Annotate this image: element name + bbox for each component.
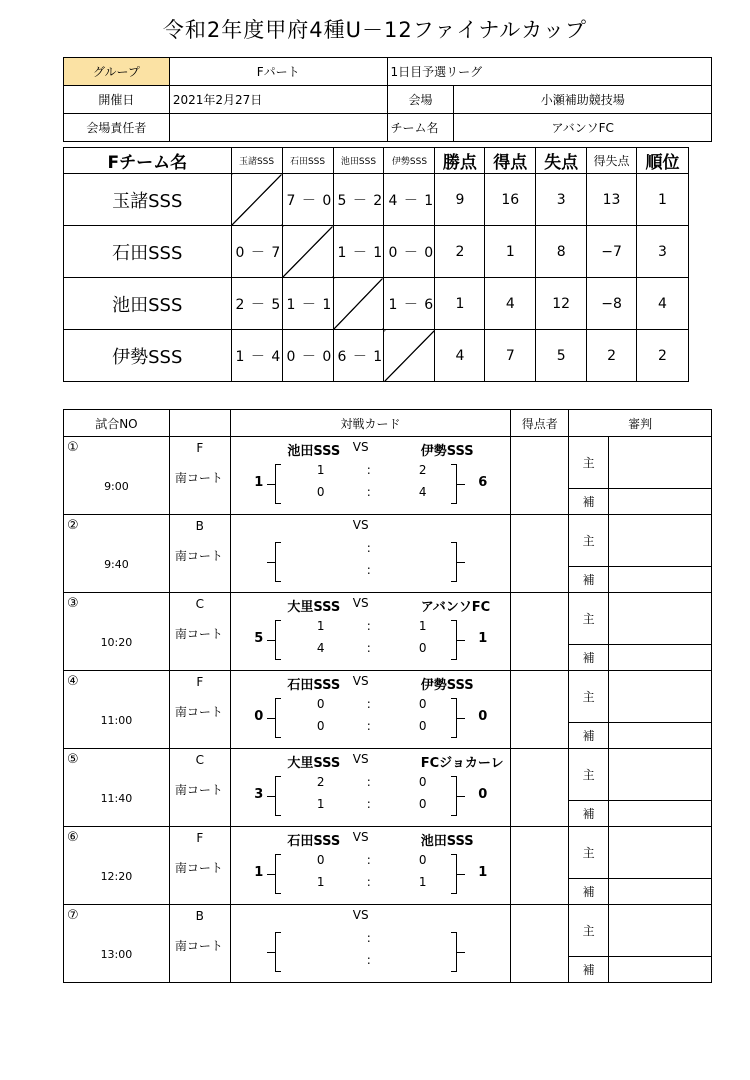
vs-label: VS (352, 908, 369, 922)
rank: 4 (636, 278, 688, 330)
main-ref-value (609, 905, 712, 957)
points: 1 (435, 278, 485, 330)
team-value: アバンソFC (454, 114, 712, 142)
home-first-half: 1 (316, 619, 325, 633)
match-no-cell (64, 437, 170, 515)
sub-ref-label: 補 (569, 879, 609, 905)
venue-value: 小瀬補助競技場 (454, 86, 712, 114)
away-connector (457, 874, 465, 875)
sub-ref-label: 補 (569, 489, 609, 515)
away-first-half: 0 (418, 853, 427, 867)
away-connector (457, 952, 465, 953)
goal-diff: 2 (587, 330, 637, 382)
match-number: ⑥ (67, 830, 79, 845)
rank: 1 (636, 174, 688, 226)
home-first-half: 2 (316, 775, 325, 789)
match-no-cell (64, 905, 170, 983)
vs-label: VS (352, 440, 369, 454)
home-second-half: 1 (316, 875, 325, 889)
team-name: 玉諸SSS (64, 174, 232, 226)
court-name: 南コート (174, 627, 223, 641)
venue-label: 会場 (387, 86, 454, 114)
match-no-cell (64, 827, 170, 905)
away-total: 6 (478, 475, 488, 490)
schedule-table (63, 409, 712, 983)
sub-ref-label: 補 (569, 801, 609, 827)
home-team: 石田SSS (287, 834, 341, 849)
header-gd: 得失点 (587, 148, 637, 174)
goals-for: 7 (485, 330, 536, 382)
score-separator: : (366, 719, 371, 733)
home-connector (267, 718, 275, 719)
home-team: 大里SSS (287, 600, 341, 615)
self-cell (231, 174, 282, 226)
main-ref-value (609, 593, 712, 645)
home-total: 0 (254, 709, 264, 724)
header-vs-4: 伊勢SSS (384, 148, 435, 174)
match-group: B (195, 519, 204, 533)
score-separator: : (366, 641, 371, 655)
main-ref-label: 主 (569, 593, 609, 645)
header-matchup: 対戦カード (230, 410, 511, 437)
away-team: 池田SSS (420, 834, 474, 849)
match-time: 11:00 (100, 714, 133, 727)
match-row (64, 515, 712, 567)
result-cell: 0 － 0 (384, 226, 435, 278)
header-ga: 失点 (536, 148, 587, 174)
standings-row (64, 330, 689, 382)
score-separator: : (366, 953, 371, 967)
group-cell (169, 437, 230, 515)
schedule-header (64, 410, 712, 437)
home-bracket (275, 620, 281, 660)
home-bracket (275, 698, 281, 738)
court-name: 南コート (174, 783, 223, 797)
away-team: FCジョカーレ (420, 756, 504, 771)
match-group: C (195, 753, 204, 767)
away-connector (457, 718, 465, 719)
main-ref-label: 主 (569, 749, 609, 801)
group-cell (169, 593, 230, 671)
match-row (64, 671, 712, 723)
away-total: 0 (478, 709, 488, 724)
scorer-cell (511, 593, 569, 671)
header-team: Fチーム名 (64, 148, 232, 174)
match-no-cell (64, 593, 170, 671)
result-cell: 1 － 1 (333, 226, 384, 278)
result-cell: 0 － 7 (231, 226, 282, 278)
matchup-cell (230, 593, 511, 671)
group-cell (169, 749, 230, 827)
match-time: 9:40 (104, 558, 129, 571)
main-ref-value (609, 515, 712, 567)
sub-ref-label: 補 (569, 723, 609, 749)
home-bracket (275, 776, 281, 816)
sub-ref-value (609, 489, 712, 515)
home-bracket (275, 854, 281, 894)
home-bracket (275, 464, 281, 504)
header-vs-1: 玉諸SSS (231, 148, 282, 174)
points: 2 (435, 226, 485, 278)
result-cell: 0 － 0 (282, 330, 333, 382)
sub-ref-label: 補 (569, 957, 609, 983)
score-separator: : (366, 541, 371, 555)
home-connector (267, 484, 275, 485)
main-ref-value (609, 671, 712, 723)
score-separator: : (366, 797, 371, 811)
group-label: グループ (64, 58, 170, 86)
match-time: 10:20 (100, 636, 133, 649)
goals-against: 12 (536, 278, 587, 330)
main-ref-value (609, 749, 712, 801)
match-number: ② (67, 518, 79, 533)
score-separator: : (366, 485, 371, 499)
result-cell: 7 － 0 (282, 174, 333, 226)
away-second-half: 0 (418, 797, 427, 811)
result-cell: 1 － 4 (231, 330, 282, 382)
team-name: 池田SSS (64, 278, 232, 330)
court-name: 南コート (174, 861, 223, 875)
result-cell: 5 － 2 (333, 174, 384, 226)
goals-against: 5 (536, 330, 587, 382)
away-second-half: 0 (418, 641, 427, 655)
home-second-half: 0 (316, 719, 325, 733)
goal-diff: 13 (587, 174, 637, 226)
manager-label: 会場責任者 (64, 114, 170, 142)
group-cell (169, 671, 230, 749)
info-table (63, 57, 712, 142)
page-title: 令和2年度甲府4種U－12ファイナルカップ (162, 18, 588, 42)
standings-row (64, 174, 689, 226)
self-cell (333, 278, 384, 330)
score-separator: : (366, 853, 371, 867)
score-separator: : (366, 619, 371, 633)
home-total: 3 (254, 787, 264, 802)
home-connector (267, 640, 275, 641)
header-match-no: 試合NO (64, 410, 170, 437)
home-connector (267, 952, 275, 953)
standings-row (64, 278, 689, 330)
day-label: 1日目予選リーグ (387, 58, 712, 86)
match-no-cell (64, 749, 170, 827)
home-second-half: 0 (316, 485, 325, 499)
away-total: 1 (478, 865, 488, 880)
court-name: 南コート (174, 549, 223, 563)
away-first-half: 0 (418, 775, 427, 789)
match-row (64, 827, 712, 879)
sub-ref-label: 補 (569, 567, 609, 593)
home-first-half: 1 (316, 463, 325, 477)
main-ref-label: 主 (569, 671, 609, 723)
score-separator: : (366, 697, 371, 711)
match-number: ④ (67, 674, 79, 689)
match-row (64, 905, 712, 957)
away-first-half: 2 (418, 463, 427, 477)
away-second-half: 1 (418, 875, 427, 889)
rank: 3 (636, 226, 688, 278)
vs-label: VS (352, 674, 369, 688)
home-total: 1 (254, 865, 264, 880)
sub-ref-value (609, 957, 712, 983)
away-team: アバンソFC (420, 600, 491, 615)
match-group: F (196, 675, 204, 689)
standings-row (64, 226, 689, 278)
away-team: 伊勢SSS (420, 678, 474, 693)
group-cell (169, 515, 230, 593)
result-cell: 1 － 6 (384, 278, 435, 330)
matchup-cell (230, 749, 511, 827)
standings-table (63, 147, 689, 382)
main-ref-label: 主 (569, 515, 609, 567)
matchup-cell (230, 437, 511, 515)
scorer-cell (511, 749, 569, 827)
home-connector (267, 562, 275, 563)
away-first-half: 0 (418, 697, 427, 711)
home-total: 1 (254, 475, 264, 490)
group-value: Fパート (169, 58, 387, 86)
away-team: 伊勢SSS (420, 444, 474, 459)
match-time: 13:00 (100, 948, 133, 961)
main-ref-value (609, 437, 712, 489)
standings-header (64, 148, 689, 174)
result-cell: 4 － 1 (384, 174, 435, 226)
match-no-cell (64, 515, 170, 593)
group-cell (169, 827, 230, 905)
match-row (64, 437, 712, 489)
home-total: 5 (254, 631, 264, 646)
match-time: 11:40 (100, 792, 133, 805)
match-row (64, 749, 712, 801)
vs-label: VS (352, 752, 369, 766)
sub-ref-value (609, 801, 712, 827)
score-separator: : (366, 875, 371, 889)
group-cell (169, 905, 230, 983)
vs-label: VS (352, 830, 369, 844)
score-separator: : (366, 775, 371, 789)
header-vs-3: 池田SSS (333, 148, 384, 174)
home-team: 池田SSS (287, 444, 341, 459)
goal-diff: −7 (587, 226, 637, 278)
match-number: ③ (67, 596, 79, 611)
date-label: 開催日 (64, 86, 170, 114)
vs-label: VS (352, 596, 369, 610)
match-row (64, 593, 712, 645)
scorer-cell (511, 671, 569, 749)
header-scorers: 得点者 (511, 410, 569, 437)
home-second-half: 1 (316, 797, 325, 811)
match-number: ① (67, 440, 79, 455)
match-number: ⑦ (67, 908, 79, 923)
scorer-cell (511, 515, 569, 593)
home-team: 大里SSS (287, 756, 341, 771)
sub-ref-value (609, 645, 712, 671)
main-ref-label: 主 (569, 827, 609, 879)
home-bracket (275, 932, 281, 972)
away-second-half: 4 (418, 485, 427, 499)
goals-against: 3 (536, 174, 587, 226)
matchup-cell (230, 671, 511, 749)
header-group (169, 410, 230, 437)
home-bracket (275, 542, 281, 582)
manager-value (169, 114, 387, 142)
match-group: F (196, 441, 204, 455)
match-group: C (195, 597, 204, 611)
match-time: 12:20 (100, 870, 133, 883)
result-cell: 2 － 5 (231, 278, 282, 330)
points: 4 (435, 330, 485, 382)
home-second-half: 4 (316, 641, 325, 655)
date-value: 2021年2月27日 (169, 86, 387, 114)
away-second-half: 0 (418, 719, 427, 733)
goals-for: 4 (485, 278, 536, 330)
header-rank: 順位 (636, 148, 688, 174)
match-group: F (196, 831, 204, 845)
home-connector (267, 796, 275, 797)
vs-label: VS (352, 518, 369, 532)
scorer-cell (511, 905, 569, 983)
score-separator: : (366, 463, 371, 477)
goals-for: 1 (485, 226, 536, 278)
sub-ref-label: 補 (569, 645, 609, 671)
header-referee: 審判 (569, 410, 712, 437)
main-ref-label: 主 (569, 905, 609, 957)
points: 9 (435, 174, 485, 226)
match-group: B (195, 909, 204, 923)
away-total: 1 (478, 631, 488, 646)
goals-against: 8 (536, 226, 587, 278)
court-name: 南コート (174, 939, 223, 953)
result-cell: 6 － 1 (333, 330, 384, 382)
goal-diff: −8 (587, 278, 637, 330)
away-total: 0 (478, 787, 488, 802)
header-gf: 得点 (485, 148, 536, 174)
main-ref-label: 主 (569, 437, 609, 489)
home-first-half: 0 (316, 853, 325, 867)
matchup-cell (230, 905, 511, 983)
away-connector (457, 796, 465, 797)
home-team: 石田SSS (287, 678, 341, 693)
court-name: 南コート (174, 471, 223, 485)
self-cell (384, 330, 435, 382)
matchup-cell (230, 515, 511, 593)
rank: 2 (636, 330, 688, 382)
home-connector (267, 874, 275, 875)
sub-ref-value (609, 879, 712, 905)
score-separator: : (366, 931, 371, 945)
away-connector (457, 484, 465, 485)
sub-ref-value (609, 567, 712, 593)
header-points: 勝点 (435, 148, 485, 174)
match-no-cell (64, 671, 170, 749)
header-vs-2: 石田SSS (282, 148, 333, 174)
score-separator: : (366, 563, 371, 577)
away-connector (457, 562, 465, 563)
goals-for: 16 (485, 174, 536, 226)
home-first-half: 0 (316, 697, 325, 711)
match-number: ⑤ (67, 752, 79, 767)
team-name: 石田SSS (64, 226, 232, 278)
team-label: チーム名 (387, 114, 454, 142)
scorer-cell (511, 437, 569, 515)
away-connector (457, 640, 465, 641)
self-cell (282, 226, 333, 278)
sub-ref-value (609, 723, 712, 749)
court-name: 南コート (174, 705, 223, 719)
team-name: 伊勢SSS (64, 330, 232, 382)
main-ref-value (609, 827, 712, 879)
match-time: 9:00 (104, 480, 129, 493)
result-cell: 1 － 1 (282, 278, 333, 330)
scorer-cell (511, 827, 569, 905)
matchup-cell (230, 827, 511, 905)
away-first-half: 1 (418, 619, 427, 633)
